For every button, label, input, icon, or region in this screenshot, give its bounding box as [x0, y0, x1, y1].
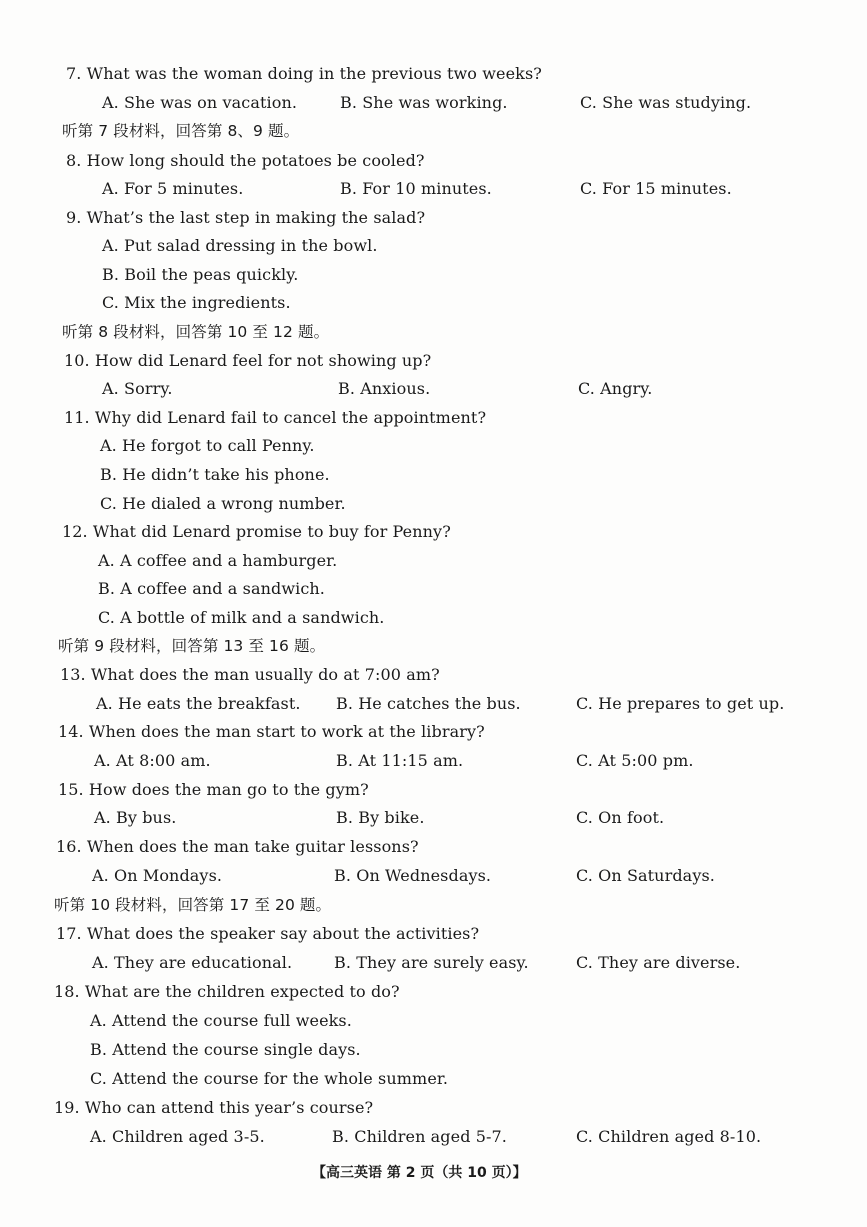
answer-option: C. Attend the course for the whole summer. — [90, 1069, 449, 1088]
answer-option: A. They are educational. — [92, 953, 293, 972]
answer-option: C. Angry. — [578, 379, 653, 398]
answer-option: B. By bike. — [336, 808, 425, 827]
section-instruction: 听第 9 段材料，回答第 13 至 16 题。 — [58, 637, 326, 655]
question-text: 15. How does the man go to the gym? — [58, 780, 369, 799]
answer-option: B. He didn’t take his phone. — [100, 465, 330, 484]
page-footer: 【高三英语 第 2 页（共 10 页）】 — [312, 1165, 527, 1181]
answer-option: C. On Saturdays. — [576, 866, 715, 885]
answer-option: C. Mix the ingredients. — [102, 293, 291, 312]
answer-option: C. Children aged 8-10. — [576, 1127, 762, 1146]
answer-option: C. He dialed a wrong number. — [100, 494, 346, 513]
answer-option: A. At 8:00 am. — [94, 751, 211, 770]
answer-option: A. Attend the course full weeks. — [90, 1011, 352, 1030]
answer-option: B. On Wednesdays. — [334, 866, 492, 885]
answer-option: B. They are surely easy. — [334, 953, 529, 972]
question-text: 9. What’s the last step in making the salad? — [66, 208, 426, 227]
answer-option: A. For 5 minutes. — [102, 179, 244, 198]
answer-option: C. A bottle of milk and a sandwich. — [98, 608, 385, 627]
answer-option: C. On foot. — [576, 808, 665, 827]
answer-option: A. A coffee and a hamburger. — [98, 551, 338, 570]
answer-option: A. On Mondays. — [92, 866, 223, 885]
question-text: 8. How long should the potatoes be cooled? — [66, 151, 425, 170]
question-text: 7. What was the woman doing in the previous two weeks? — [66, 64, 542, 83]
question-text: 13. What does the man usually do at 7:00 am? — [60, 665, 440, 684]
question-text: 14. When does the man start to work at the library? — [58, 722, 485, 741]
answer-option: C. At 5:00 pm. — [576, 751, 694, 770]
question-text: 18. What are the children expected to do? — [54, 982, 400, 1001]
section-instruction: 听第 8 段材料，回答第 10 至 12 题。 — [62, 323, 330, 341]
answer-option: B. He catches the bus. — [336, 694, 521, 713]
answer-option: B. At 11:15 am. — [336, 751, 464, 770]
question-text: 10. How did Lenard feel for not showing up? — [64, 351, 432, 370]
question-text: 17. What does the speaker say about the activities? — [56, 924, 480, 943]
answer-option: C. They are diverse. — [576, 953, 741, 972]
section-instruction: 听第 7 段材料，回答第 8、9 题。 — [62, 122, 300, 140]
section-instruction: 听第 10 段材料，回答第 17 至 20 题。 — [54, 896, 332, 914]
answer-option: B. Attend the course single days. — [90, 1040, 361, 1059]
question-text: 16. When does the man take guitar lessons? — [56, 837, 419, 856]
answer-option: C. He prepares to get up. — [576, 694, 785, 713]
answer-option: B. She was working. — [340, 93, 508, 112]
answer-option: A. By bus. — [94, 808, 177, 827]
answer-option: C. She was studying. — [580, 93, 752, 112]
answer-option: A. Put salad dressing in the bowl. — [102, 236, 378, 255]
answer-option: B. Children aged 5-7. — [332, 1127, 507, 1146]
answer-option: C. For 15 minutes. — [580, 179, 732, 198]
answer-option: A. Sorry. — [102, 379, 173, 398]
answer-option: B. For 10 minutes. — [340, 179, 492, 198]
answer-option: A. She was on vacation. — [102, 93, 298, 112]
question-text: 19. Who can attend this year’s course? — [54, 1098, 374, 1117]
question-text: 12. What did Lenard promise to buy for Penny? — [62, 522, 451, 541]
answer-option: A. He forgot to call Penny. — [100, 436, 315, 455]
answer-option: B. Boil the peas quickly. — [102, 265, 299, 284]
answer-option: A. Children aged 3-5. — [90, 1127, 265, 1146]
answer-option: A. He eats the breakfast. — [96, 694, 301, 713]
question-text: 11. Why did Lenard fail to cancel the appointment? — [64, 408, 487, 427]
answer-option: B. Anxious. — [338, 379, 431, 398]
answer-option: B. A coffee and a sandwich. — [98, 579, 325, 598]
